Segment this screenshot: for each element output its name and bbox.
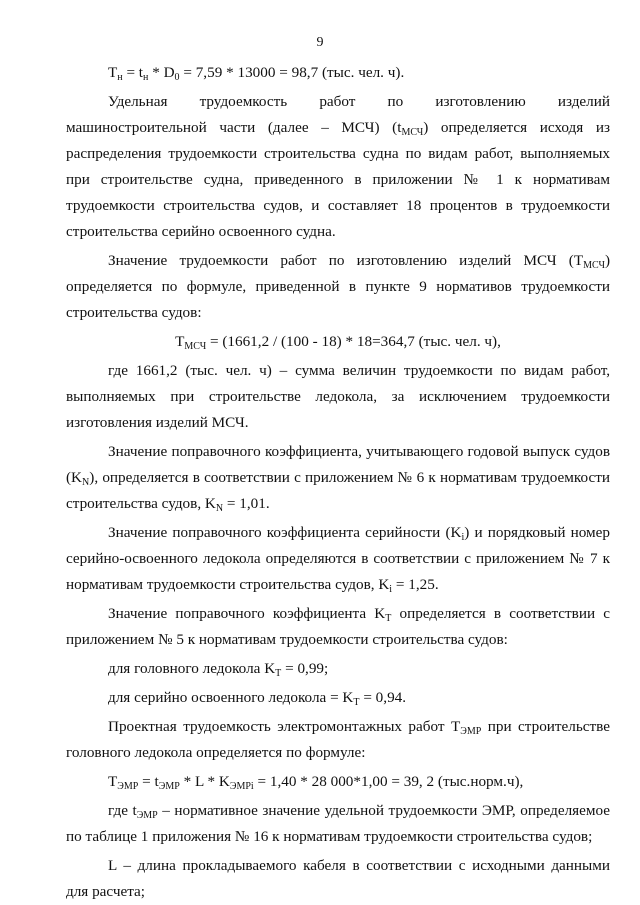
formula-text: = t: [138, 773, 159, 790]
subscript: МСЧ: [583, 260, 605, 271]
paragraph-text: = 0,94.: [359, 689, 407, 706]
subscript: МСЧ: [184, 341, 207, 352]
formula-text: = (1661,2 / (100 - 18) * 18=364,7 (тыс. чел. ч),: [206, 333, 501, 350]
paragraph-kt-coefficient: [66, 601, 610, 653]
subscript: i: [461, 532, 465, 543]
formula-text: = 1,40 * 28 000*1,00 = 39, 2 (тыс.норм.ч),: [253, 773, 524, 790]
paragraph-text: Значение поправочного коэффициента K: [108, 605, 386, 622]
paragraph-where-1661: где 1661,2 (тыс. чел. ч) – сумма величин трудоемкости по видам работ, выполняемых при строительстве ледокола, за исключением трудоемкости изготовления изделий МСЧ.: [66, 362, 610, 431]
formula-tmsch: [66, 329, 610, 355]
paragraph-msch-specific: [66, 89, 610, 245]
formula-text: * D: [148, 64, 175, 81]
paragraph-text: определяется в соответствии с приложением № 5 к нормативам трудоемкости строительства судов:: [66, 605, 610, 648]
subscript: н: [117, 72, 123, 83]
formula-text: * L * K: [179, 773, 230, 790]
formula-tn: [66, 60, 610, 86]
paragraph-text: = 0,99;: [281, 660, 329, 677]
subscript: н: [143, 72, 149, 83]
paragraph-temr-design: [66, 714, 610, 766]
subscript: МСЧ: [401, 127, 424, 138]
page-number: 9: [316, 35, 324, 50]
formula-symbol: T: [108, 64, 118, 81]
paragraph-msch-value: [66, 248, 610, 326]
formula-symbol: Т: [175, 333, 185, 350]
paragraph-where-temr: [66, 798, 610, 850]
formula-text: = 7,59 * 13000 = 98,7 (тыс. чел. ч).: [179, 64, 405, 81]
paragraph-text: Удельная трудоемкость работ по изготовлению изделий машиностроительной части (далее – МСЧ) (t: [66, 93, 610, 136]
paragraph-kt-serial: [66, 685, 610, 711]
subscript: ЭМР: [117, 781, 139, 792]
paragraph-where-l: L – длина прокладываемого кабеля в соответствии с исходными данными для расчета;: [66, 857, 610, 900]
paragraph-text: для серийно освоенного ледокола = K: [108, 689, 354, 706]
paragraph-kt-head: [66, 656, 610, 682]
formula-temr: [66, 769, 610, 795]
subscript: N: [82, 477, 90, 488]
paragraph-text: = 1,01.: [223, 495, 270, 512]
subscript: ЭМР: [136, 810, 158, 821]
subscript: T: [353, 697, 360, 708]
paragraph-text: ), определяется в соответствии с приложением № 6 к нормативам трудоемкости строительства судов, K: [66, 469, 610, 512]
subscript: T: [275, 668, 282, 679]
subscript: N: [215, 503, 224, 514]
paragraph-kn-coefficient: [66, 439, 610, 517]
document-body: [66, 60, 610, 905]
paragraph-text: = 1,25.: [392, 576, 439, 593]
paragraph-text: Значение поправочного коэффициента серийности (K: [108, 524, 462, 541]
paragraph-text: Значение трудоемкости работ по изготовлению изделий МСЧ (Т: [108, 252, 584, 269]
paragraph-text: для головного ледокола K: [108, 660, 276, 677]
subscript: ЭМР: [158, 781, 180, 792]
paragraph-text: где t: [108, 802, 137, 819]
subscript: 0: [174, 72, 180, 83]
paragraph-text: при строительстве головного ледокола определяется по формуле:: [66, 718, 610, 761]
paragraph-text: ) определяется по формуле, приведенной в пункте 9 нормативов трудоемкости строительства судов:: [66, 252, 610, 321]
paragraph-text: ) и порядковый номер серийно-освоенного ледокола определяются в соответствии с приложением № 7 к нормативам трудоемкости строительства судов, K: [66, 524, 610, 593]
paragraph-text: Значение поправочного коэффициента, учитывающего годовой выпуск судов (K: [66, 443, 610, 486]
subscript: T: [385, 613, 392, 624]
formula-symbol: Т: [108, 773, 118, 790]
paragraph-ki-coefficient: [66, 520, 610, 598]
subscript: ЭМР: [460, 726, 482, 737]
formula-text: = t: [122, 64, 144, 81]
subscript: i: [389, 584, 393, 595]
paragraph-text: Проектная трудоемкость электромонтажных работ Т: [108, 718, 461, 735]
paragraph-text: – нормативное значение удельной трудоемкости ЭМР, определяемое по таблице 1 приложения № 16 к нормативам трудоемкости строительства судов;: [66, 802, 610, 845]
subscript: ЭМРi: [229, 781, 254, 792]
paragraph-text: ) определяется исходя из распределения трудоемкости строительства судна по видам работ, выполняемых при строительстве судна, приведенного в приложении № 1 к нормативам трудоемкости строительства судов, и составляет 18 процентов в трудоемкости строительства серийно освоенного судна.: [66, 119, 610, 240]
